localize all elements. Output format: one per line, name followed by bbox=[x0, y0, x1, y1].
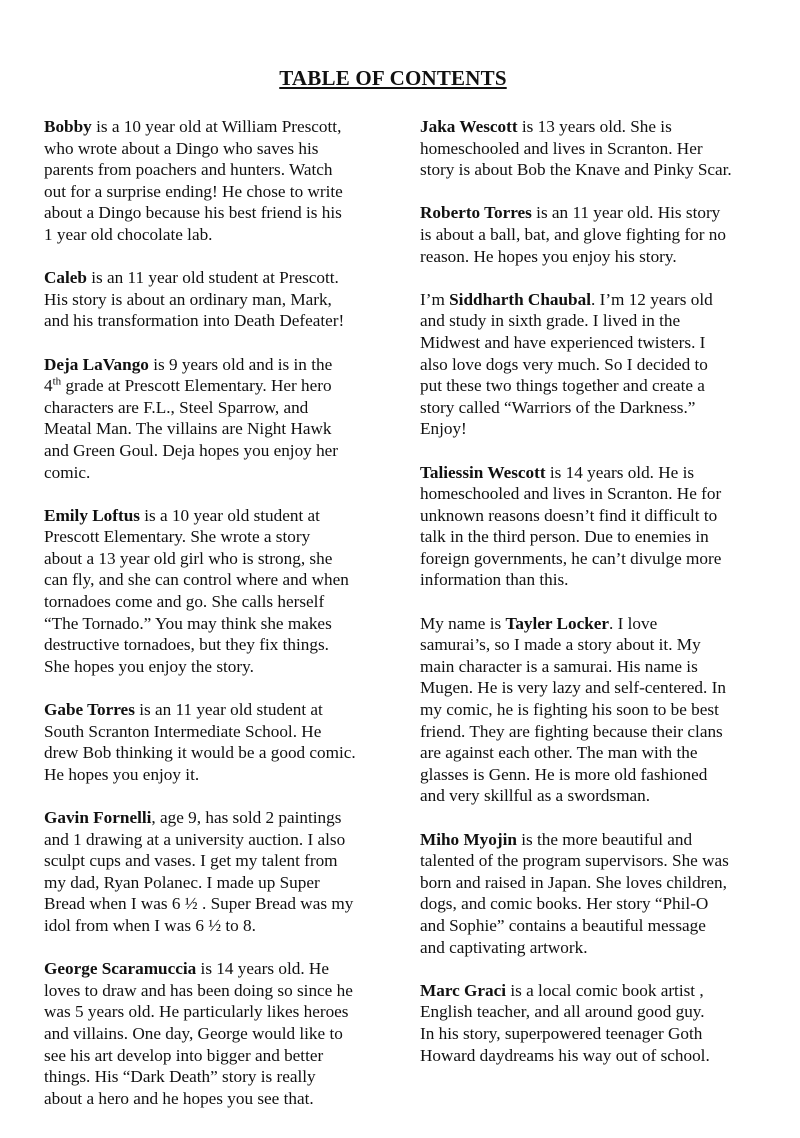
entry-line bbox=[44, 742, 392, 764]
entry-line bbox=[44, 958, 392, 980]
entry-text: born and raised in Japan. She loves children, bbox=[420, 872, 727, 892]
entry-line bbox=[420, 634, 768, 656]
entry-text: dogs, and comic books. Her story “Phil-O bbox=[420, 894, 709, 914]
entry-line bbox=[420, 375, 768, 397]
entry-text: foreign governments, he can’t divulge more bbox=[420, 548, 722, 568]
contributor-entry bbox=[44, 267, 392, 332]
entry-line bbox=[44, 375, 392, 397]
entry-text: loves to draw and has been doing so since he bbox=[44, 980, 353, 1000]
entry-text: things. His “Dark Death” story is really bbox=[44, 1067, 316, 1087]
entry-line bbox=[44, 764, 392, 786]
entry-text: reason. He hopes you enjoy his story. bbox=[420, 246, 677, 266]
entry-line bbox=[420, 354, 768, 376]
entry-line bbox=[44, 138, 392, 160]
entry-text: talk in the third person. Due to enemies in bbox=[420, 527, 709, 547]
entry-line bbox=[44, 181, 392, 203]
entry-line bbox=[44, 807, 392, 829]
entry-text: grade at Prescott Elementary. Her hero bbox=[61, 376, 332, 396]
entry-text: about a hero and he hopes you see that. bbox=[44, 1088, 314, 1108]
entry-text: . I love bbox=[609, 613, 658, 633]
entry-text: glasses is Genn. He is more old fashioned bbox=[420, 764, 708, 784]
entry-line bbox=[44, 224, 392, 246]
contributor-entry bbox=[420, 462, 768, 592]
entry-line bbox=[420, 138, 768, 160]
entry-line bbox=[44, 418, 392, 440]
entry-text: and Sophie” contains a beautiful message bbox=[420, 915, 706, 935]
entry-line bbox=[420, 1001, 768, 1023]
entry-line bbox=[420, 915, 768, 937]
entry-line bbox=[44, 1023, 392, 1045]
entry-line bbox=[44, 893, 392, 915]
entry-line bbox=[44, 354, 392, 376]
entry-text: English teacher, and all around good guy. bbox=[420, 1002, 705, 1022]
entry-text: is an 11 year old. His story bbox=[531, 203, 721, 223]
entry-line bbox=[44, 915, 392, 937]
entry-text: is an 11 year old student at Prescott. bbox=[86, 268, 339, 288]
entry-text: She hopes you enjoy the story. bbox=[44, 656, 254, 676]
entry-text: my dad, Ryan Polanec. I made up Super bbox=[44, 872, 320, 892]
entry-text: and very skillful as a swordsman. bbox=[420, 786, 651, 806]
entry-line bbox=[420, 246, 768, 268]
entry-text: about a Dingo because his best friend is his bbox=[44, 203, 342, 223]
entry-line bbox=[44, 1066, 392, 1088]
ordinal-suffix: th bbox=[52, 375, 62, 388]
contributor-entry bbox=[420, 980, 768, 1066]
entry-line bbox=[420, 397, 768, 419]
entry-text: homeschooled and lives in Scranton. He for bbox=[420, 484, 722, 504]
entry-line bbox=[44, 289, 392, 311]
entry-text: information than this. bbox=[420, 570, 569, 590]
entry-text: Mugen. He is very lazy and self-centered. In bbox=[420, 678, 726, 698]
entry-text: is 9 years old and is in the bbox=[148, 354, 333, 374]
entry-line bbox=[44, 462, 392, 484]
entry-line bbox=[44, 829, 392, 851]
entry-line bbox=[44, 202, 392, 224]
entry-line bbox=[44, 656, 392, 678]
entry-line bbox=[44, 613, 392, 635]
contributor-entry bbox=[44, 116, 392, 246]
entry-line bbox=[420, 505, 768, 527]
entry-text: parents from poachers and hunters. Watch bbox=[44, 160, 333, 180]
entry-line bbox=[44, 159, 392, 181]
entry-text: characters are F.L., Steel Sparrow, and bbox=[44, 397, 309, 417]
entry-line bbox=[44, 397, 392, 419]
entry-line bbox=[420, 116, 768, 138]
entry-text: drew Bob thinking it would be a good comic. bbox=[44, 743, 356, 763]
entry-text: is an 11 year old student at bbox=[134, 700, 323, 720]
entry-line bbox=[420, 677, 768, 699]
entry-text: main character is a samurai. His name is bbox=[420, 656, 698, 676]
entry-text: samurai’s, so I made a story about it. My bbox=[420, 635, 701, 655]
entry-line bbox=[420, 829, 768, 851]
page-title: TABLE OF CONTENTS bbox=[279, 66, 507, 90]
entry-line bbox=[420, 526, 768, 548]
entry-text: is a local comic book artist , bbox=[506, 980, 704, 1000]
entry-text: I’m bbox=[420, 289, 450, 309]
entry-text: unknown reasons doesn’t find it difficult to bbox=[420, 505, 718, 525]
entry-text: story called “Warriors of the Darkness.” bbox=[420, 397, 696, 417]
entry-text: was 5 years old. He particularly likes heroes bbox=[44, 1002, 349, 1022]
entry-text: Howard daydreams his way out of school. bbox=[420, 1045, 710, 1065]
contributor-name: George Scaramuccia bbox=[44, 959, 197, 979]
entry-line bbox=[44, 1088, 392, 1110]
contributor-entry bbox=[420, 613, 768, 807]
entry-text: idol from when I was 6 ½ to 8. bbox=[44, 915, 256, 935]
entry-line bbox=[420, 1045, 768, 1067]
entry-line bbox=[44, 721, 392, 743]
entry-text: is 13 years old. She is bbox=[517, 117, 672, 136]
contributor-name: Caleb bbox=[44, 268, 87, 288]
entry-text: “The Tornado.” You may think she makes bbox=[44, 613, 332, 633]
contributor-name: Marc Graci bbox=[420, 980, 507, 1000]
entry-text: are against each other. The man with the bbox=[420, 743, 698, 763]
entry-text: is a 10 year old student at bbox=[139, 505, 320, 525]
entry-text: is the more beautiful and bbox=[516, 829, 693, 849]
entry-line bbox=[420, 332, 768, 354]
contributor-name: Bobby bbox=[44, 117, 92, 136]
entry-line bbox=[420, 289, 768, 311]
entry-text: homeschooled and lives in Scranton. Her bbox=[420, 138, 703, 158]
entry-line bbox=[44, 526, 392, 548]
entry-text: and his transformation into Death Defeater! bbox=[44, 311, 345, 331]
right-column bbox=[420, 116, 768, 1088]
entry-line bbox=[420, 462, 768, 484]
entry-line bbox=[420, 202, 768, 224]
entry-text: Bread when I was 6 ½ . Super Bread was my bbox=[44, 894, 354, 914]
entry-text: Meatal Man. The villains are Night Hawk bbox=[44, 419, 332, 439]
entry-text: 1 year old chocolate lab. bbox=[44, 224, 213, 244]
contributor-entry bbox=[44, 807, 392, 937]
entry-text: He hopes you enjoy it. bbox=[44, 764, 200, 784]
entry-line bbox=[420, 310, 768, 332]
entry-line bbox=[420, 159, 768, 181]
entry-line bbox=[44, 440, 392, 462]
contributor-entry bbox=[44, 354, 392, 484]
entry-line bbox=[420, 764, 768, 786]
entry-text: my comic, he is fighting his soon to be best bbox=[420, 700, 719, 720]
entry-line bbox=[420, 656, 768, 678]
entry-text: destructive tornadoes, but they fix things. bbox=[44, 635, 329, 655]
entry-line bbox=[44, 872, 392, 894]
contributor-name: Roberto Torres bbox=[420, 203, 532, 223]
entry-text: 4 bbox=[44, 376, 53, 396]
entry-text: is 14 years old. He is bbox=[545, 462, 695, 482]
entry-text: talented of the program supervisors. She was bbox=[420, 851, 729, 871]
entry-text: also love dogs very much. So I decided to bbox=[420, 354, 708, 374]
entry-line bbox=[420, 721, 768, 743]
entry-line bbox=[420, 1023, 768, 1045]
entry-line bbox=[44, 1001, 392, 1023]
entry-line bbox=[420, 224, 768, 246]
entry-line bbox=[420, 980, 768, 1002]
entry-text: can fly, and she can control where and when bbox=[44, 570, 349, 590]
entry-text: and villains. One day, George would like to bbox=[44, 1023, 343, 1043]
contributor-entry bbox=[44, 958, 392, 1109]
entry-line bbox=[44, 505, 392, 527]
entry-line bbox=[420, 872, 768, 894]
entry-line bbox=[420, 699, 768, 721]
entry-line bbox=[44, 591, 392, 613]
contributor-name: Taliessin Wescott bbox=[420, 462, 546, 482]
contributor-name: Siddharth Chaubal bbox=[449, 289, 591, 309]
entry-text: In his story, superpowered teenager Goth bbox=[420, 1023, 703, 1043]
entry-line bbox=[420, 893, 768, 915]
contributor-name: Gabe Torres bbox=[44, 700, 135, 720]
entry-text: My name is bbox=[420, 613, 506, 633]
entry-line bbox=[420, 569, 768, 591]
entry-text: is about a ball, bat, and glove fighting for no bbox=[420, 224, 726, 244]
entry-text: and captivating artwork. bbox=[420, 937, 588, 957]
contributor-entry bbox=[420, 289, 768, 440]
entry-line bbox=[420, 785, 768, 807]
entry-text: Enjoy! bbox=[420, 419, 467, 439]
entry-text: His story is about an ordinary man, Mark, bbox=[44, 289, 332, 309]
entry-line bbox=[44, 267, 392, 289]
contributor-entry bbox=[420, 829, 768, 959]
entry-line bbox=[44, 850, 392, 872]
contributor-name: Emily Loftus bbox=[44, 505, 140, 525]
contributor-name: Gavin Fornelli bbox=[44, 808, 152, 827]
entry-line bbox=[420, 483, 768, 505]
entry-line bbox=[420, 850, 768, 872]
entry-line bbox=[420, 742, 768, 764]
entry-text: about a 13 year old girl who is strong, she bbox=[44, 548, 333, 568]
entry-line bbox=[420, 613, 768, 635]
entry-line bbox=[44, 310, 392, 332]
entry-text: South Scranton Intermediate School. He bbox=[44, 721, 322, 741]
entry-line bbox=[44, 634, 392, 656]
entry-text: and Green Goul. Deja hopes you enjoy her bbox=[44, 440, 339, 460]
entry-text: tornadoes come and go. She calls herself bbox=[44, 592, 325, 612]
left-column bbox=[44, 116, 392, 1131]
entry-text: and study in sixth grade. I lived in the bbox=[420, 311, 681, 331]
entry-line bbox=[44, 569, 392, 591]
entry-line bbox=[420, 937, 768, 959]
contributor-name: Miho Myojin bbox=[420, 829, 517, 849]
entry-line bbox=[44, 548, 392, 570]
entry-text: . I’m 12 years old bbox=[591, 289, 713, 309]
entry-text: story is about Bob the Knave and Pinky Scar. bbox=[420, 160, 732, 180]
entry-text: Prescott Elementary. She wrote a story bbox=[44, 527, 311, 547]
entry-line bbox=[44, 699, 392, 721]
entry-text: is a 10 year old at William Prescott, bbox=[91, 117, 342, 136]
entry-text: friend. They are fighting because their clans bbox=[420, 721, 723, 741]
entry-line bbox=[44, 116, 392, 138]
entry-text: Midwest and have experienced twisters. I bbox=[420, 332, 706, 352]
entry-text: is 14 years old. He bbox=[196, 959, 329, 979]
entry-text: , age 9, has sold 2 paintings bbox=[151, 808, 342, 827]
entry-line bbox=[420, 548, 768, 570]
contributor-entry bbox=[420, 202, 768, 267]
entry-line bbox=[44, 1045, 392, 1067]
contributor-entry bbox=[44, 505, 392, 678]
entry-text: sculpt cups and vases. I get my talent from bbox=[44, 851, 338, 871]
contributor-name: Tayler Locker bbox=[505, 613, 610, 633]
contributor-entry bbox=[420, 116, 768, 181]
entry-text: see his art develop into bigger and better bbox=[44, 1045, 324, 1065]
contributor-name: Deja LaVango bbox=[44, 354, 149, 374]
entry-text: who wrote about a Dingo who saves his bbox=[44, 138, 319, 158]
entry-text: out for a surprise ending! He chose to write bbox=[44, 181, 343, 201]
contributor-name: Jaka Wescott bbox=[420, 117, 518, 136]
entry-line bbox=[44, 980, 392, 1002]
contributor-entry bbox=[44, 699, 392, 785]
entry-text: and 1 drawing at a university auction. I also bbox=[44, 829, 346, 849]
entry-text: comic. bbox=[44, 462, 91, 482]
entry-text: put these two things together and create a bbox=[420, 376, 705, 396]
entry-line bbox=[420, 418, 768, 440]
